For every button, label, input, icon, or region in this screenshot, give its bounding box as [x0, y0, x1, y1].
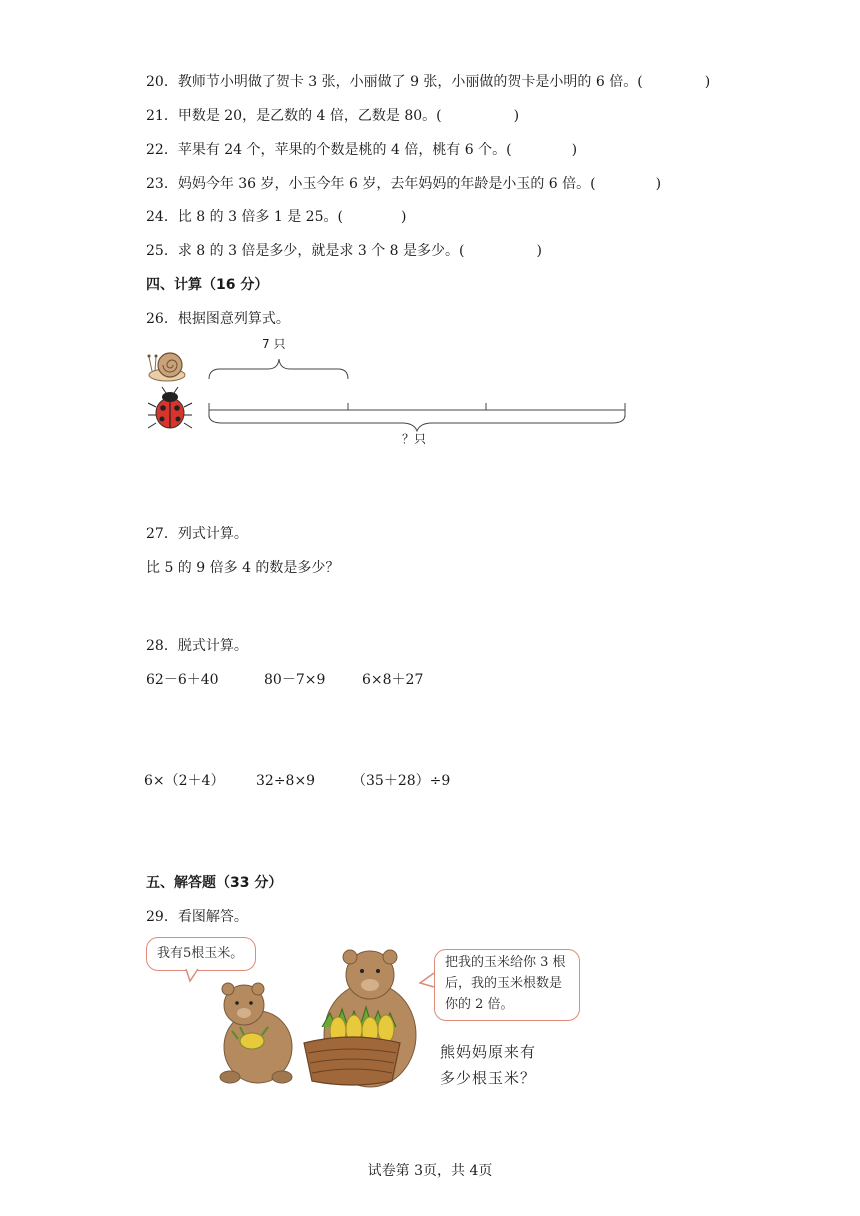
bottom-label: ？只 [402, 432, 427, 446]
q29-illustration [140, 935, 600, 1095]
expression: 6×8＋27 [362, 672, 424, 688]
segment-diagram [140, 335, 640, 445]
answer-paren-close: ) [400, 209, 407, 225]
judgement-text: 25．求 8 的 3 倍是多少，就是求 3 个 8 是多少。( [146, 243, 465, 259]
corn-basket-icon [304, 1007, 400, 1085]
ladybug-icon [148, 387, 192, 428]
bubble-large-line: 你的 2 倍。 [445, 997, 514, 1012]
bubble-large-line: 后，我的玉米根数是 [445, 976, 563, 991]
judgement-text: 21．甲数是 20，是乙数的 4 倍，乙数是 80。( [146, 108, 442, 124]
answer-paren-close: ) [513, 108, 520, 124]
question-27: 27．列式计算。 [146, 526, 248, 542]
judgement-text: 24．比 8 的 3 倍多 1 是 25。( [146, 209, 343, 225]
q29-question-line: 多少根玉米？ [440, 1069, 537, 1087]
bubble-small-text: 我有5根玉米。 [157, 946, 244, 961]
q29-question-line: 熊妈妈原来有 [440, 1043, 537, 1061]
judgement-text: 22．苹果有 24 个，苹果的个数是桃的 4 倍，桃有 6 个。( [146, 142, 512, 158]
top-brace [209, 359, 348, 379]
expression: 62－6＋40 [146, 672, 219, 688]
question-29: 29．看图解答。 [146, 909, 248, 925]
judgement-item-22 [146, 140, 577, 160]
question-27-sub: 比 5 的 9 倍多 4 的数是多少？ [146, 560, 340, 576]
bubble-large-line: 把我的玉米给你 3 根 [445, 955, 566, 970]
snail-icon [148, 353, 186, 381]
q26-diagram [140, 335, 640, 445]
section-heading-calc: 四、计算（16 分） [146, 277, 269, 293]
expression: 6×（2＋4） [144, 773, 225, 789]
expression: 80－7×9 [264, 672, 326, 688]
judgement-item-23 [146, 174, 661, 194]
judgement-item-20 [146, 72, 710, 92]
judgement-text: 23．妈妈今年 36 岁，小玉今年 6 岁，去年妈妈的年龄是小玉的 6 倍。( [146, 176, 596, 192]
question-26: 26．根据图意列算式。 [146, 311, 290, 327]
question-28: 28．脱式计算。 [146, 638, 248, 654]
answer-paren-close: ) [655, 176, 662, 192]
answer-paren-close: ) [571, 142, 578, 158]
expression: 32÷8×9 [256, 773, 316, 789]
answer-paren-close: ) [536, 243, 542, 259]
section-heading-answer: 五、解答题（33 分） [146, 875, 283, 891]
judgement-item-21 [146, 106, 519, 126]
small-bear-icon [220, 983, 292, 1083]
judgement-text: 20．教师节小明做了贺卡 3 张，小丽做了 9 张，小丽做的贺卡是小明的 6 倍。( [146, 74, 643, 90]
answer-paren-close: ) [704, 74, 711, 90]
page-footer: 试卷第 3页，共 4页 [367, 1163, 493, 1179]
top-label: 7 只 [262, 337, 286, 351]
judgement-item-25 [146, 241, 542, 261]
bottom-brace [209, 415, 625, 431]
expression: （35＋28）÷9 [352, 773, 451, 789]
judgement-item-24 [146, 207, 406, 227]
